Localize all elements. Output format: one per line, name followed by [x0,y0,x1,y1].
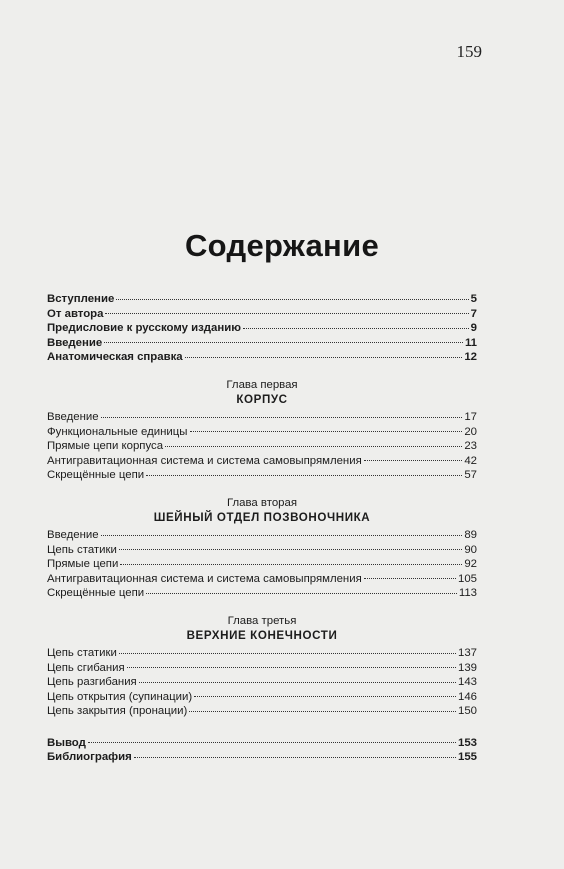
toc-entry-title: Цепь сгибания [47,661,125,674]
dot-leader [194,696,456,697]
dot-leader [146,475,462,476]
toc-entry[interactable] [47,292,477,307]
dot-leader [364,578,456,579]
toc-entry[interactable] [47,321,477,336]
chapter-block [47,614,477,719]
dot-leader [364,460,463,461]
toc-entry-page: 113 [458,587,477,600]
toc-entry[interactable] [47,661,477,676]
table-of-contents [47,292,477,765]
toc-entry-title: Цепь открытия (супинации) [47,690,193,703]
toc-entry-page: 150 [457,705,477,718]
toc-entry-page: 57 [464,469,477,482]
chapter-block [47,378,477,483]
chapter-title: ШЕЙНЫЙ ОТДЕЛ ПОЗВОНОЧНИКА [153,510,371,524]
toc-entry-title: Библиография [47,751,132,764]
dot-leader [101,535,463,536]
toc-entry-title: Введение [47,336,103,349]
toc-entry[interactable] [47,425,477,440]
toc-entry-page: 137 [457,646,477,659]
toc-entry-page: 17 [464,410,477,423]
toc-entry[interactable] [47,646,477,661]
toc-entry-title: Прямые цепи [47,558,119,571]
dot-leader [134,757,456,758]
chapters-section [47,378,477,719]
toc-entry-title: Функциональные единицы [47,425,188,438]
chapter-label: Глава вторая [227,496,297,509]
dot-leader [189,711,456,712]
toc-entry-title: Антигравитационная система и система самовыпрямления [47,454,362,467]
toc-entry[interactable] [47,439,477,454]
toc-entry-title: Скрещённые цепи [47,469,145,482]
toc-entry[interactable] [47,586,477,601]
dot-leader [146,593,457,594]
toc-entry[interactable] [47,307,477,322]
dot-leader [88,742,456,743]
chapter-label: Глава первая [226,378,298,391]
toc-entry-title: Цепь разгибания [47,676,137,689]
toc-entry-page: 143 [457,676,477,689]
dot-leader [139,682,456,683]
toc-entry[interactable] [47,572,477,587]
toc-entry-page: 139 [457,661,477,674]
toc-entry-page: 153 [457,736,477,749]
toc-entry-title: Вывод [47,736,86,749]
toc-entry[interactable] [47,675,477,690]
dot-leader [119,653,456,654]
page-number: 159 [456,42,482,61]
toc-entry-title: От автора [47,307,104,320]
dot-leader [104,342,463,343]
dot-leader [120,564,462,565]
chapter-title: ВЕРХНИЕ КОНЕЧНОСТИ [186,628,338,642]
toc-entry-title: Вступление [47,293,115,305]
toc-entry-page: 12 [464,351,477,364]
dot-leader [243,328,469,329]
toc-entry-page: 20 [464,425,477,438]
toc-entry-title: Введение [47,410,99,423]
toc-entry-page: 146 [457,690,477,703]
toc-entry-title: Скрещённые цепи [47,587,145,600]
toc-entry-page: 105 [457,572,477,585]
closing-section [47,736,477,765]
dot-leader [116,299,468,300]
toc-entry-page: 92 [464,558,477,571]
toc-entry-page: 90 [464,543,477,556]
dot-leader [105,313,468,314]
toc-entry-title: Цепь статики [47,543,117,556]
toc-entry[interactable] [47,704,477,719]
toc-entry-title: Предисловие к русскому изданию [47,322,241,335]
toc-entry-page: 9 [470,322,477,335]
toc-entry-page: 11 [464,336,477,349]
dot-leader [119,549,463,550]
toc-entry-page: 155 [457,751,477,764]
chapter-label: Глава третья [227,614,297,627]
toc-entry-page: 7 [470,307,477,320]
dot-leader [101,417,463,418]
toc-entry-page: 42 [464,454,477,467]
toc-entry-page: 89 [464,528,477,541]
toc-entry-title: Прямые цепи корпуса [47,440,164,453]
toc-entry-title: Введение [47,528,99,541]
dot-leader [190,431,463,432]
dot-leader [185,357,463,358]
front-matter-section [47,292,477,365]
toc-entry[interactable] [47,350,477,365]
dot-leader [165,446,462,447]
dot-leader [127,667,456,668]
toc-entry[interactable] [47,528,477,543]
toc-entry[interactable] [47,690,477,705]
toc-entry[interactable] [47,336,477,351]
toc-entry-title: Анатомическая справка [47,351,183,364]
chapter-title: КОРПУС [236,392,288,406]
toc-entry[interactable] [47,557,477,572]
toc-entry[interactable] [47,468,477,483]
toc-entry[interactable] [47,410,477,425]
toc-entry-title: Цепь статики [47,646,117,659]
chapter-block [47,496,477,601]
toc-entry-title: Антигравитационная система и система самовыпрямления [47,572,362,585]
toc-entry[interactable] [47,543,477,558]
toc-entry[interactable] [47,736,477,751]
toc-entry-page: 23 [464,440,477,453]
toc-entry-page: 5 [470,293,477,305]
page-title: Содержание [185,228,379,263]
toc-entry[interactable] [47,454,477,469]
toc-entry-title: Цепь закрытия (пронации) [47,705,188,718]
toc-entry[interactable] [47,750,477,765]
